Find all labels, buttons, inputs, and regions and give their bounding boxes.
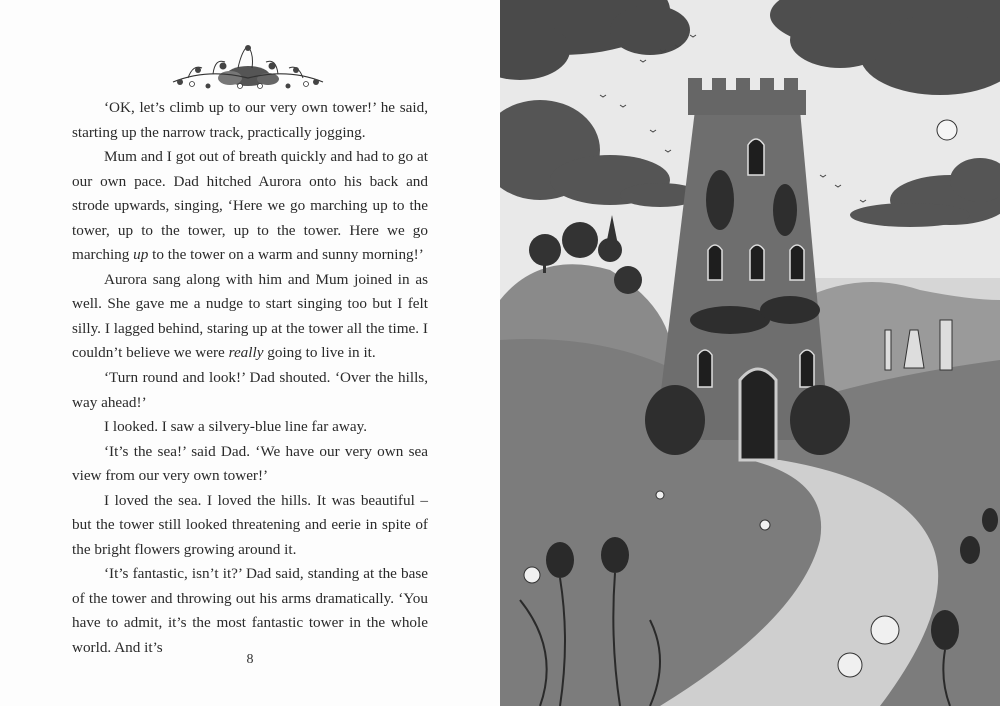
paragraph <box>72 489 428 563</box>
paragraph <box>72 440 428 489</box>
text-segment: ‘Turn round and look!’ Dad shouted. ‘Over the hills, way ahead!’ <box>72 369 428 411</box>
text-segment: Mum and I got out of breath quickly and had to go at our own pace. Dad hitched Aurora onto his back and strode upwards, singing, ‘Here we go marching up to the tower, up to the tower, up to the tower. Here we go marching <box>72 148 428 264</box>
paragraph <box>72 96 428 145</box>
floral-ornament-icon <box>168 38 328 94</box>
text-segment: to the tower on a warm and sunny morning!’ <box>148 246 424 264</box>
paragraph <box>72 268 428 366</box>
paragraph <box>72 562 428 660</box>
text-segment: ‘It’s fantastic, isn’t it?’ Dad said, standing at the base of the tower and throwing out his arms dramatically. ‘You have to admit, it’s the most fantastic tower in the whole world. And it’s <box>72 565 428 657</box>
tower-illustration <box>500 0 1000 706</box>
paragraph <box>72 145 428 268</box>
text-segment: going to live in it. <box>263 344 376 362</box>
story-text <box>72 96 428 661</box>
text-segment: I loved the sea. I loved the hills. It was beautiful – but the tower still looked threatening and eerie in spite of the bright flowers growing around it. <box>72 491 428 558</box>
paragraph <box>72 415 428 440</box>
text-segment: Aurora sang along with him and Mum joined in as well. She gave me a nudge to start singing too but I felt silly. I lagged behind, staring up at the tower all the time. I couldn’t believe we were <box>72 270 428 362</box>
paragraph <box>72 366 428 415</box>
italic-text: up <box>133 246 149 264</box>
italic-text: really <box>228 344 264 362</box>
text-segment: I looked. I saw a silvery-blue line far away. <box>104 418 368 436</box>
text-segment: ‘It’s the sea!’ said Dad. ‘We have our very own sea view from our very own tower!’ <box>72 442 428 485</box>
text-segment: ‘OK, let’s climb up to our very own tower!’ he said, starting up the narrow track, practically jogging. <box>72 99 428 141</box>
page-number: 8 <box>246 652 254 667</box>
moon-icon <box>937 120 957 140</box>
